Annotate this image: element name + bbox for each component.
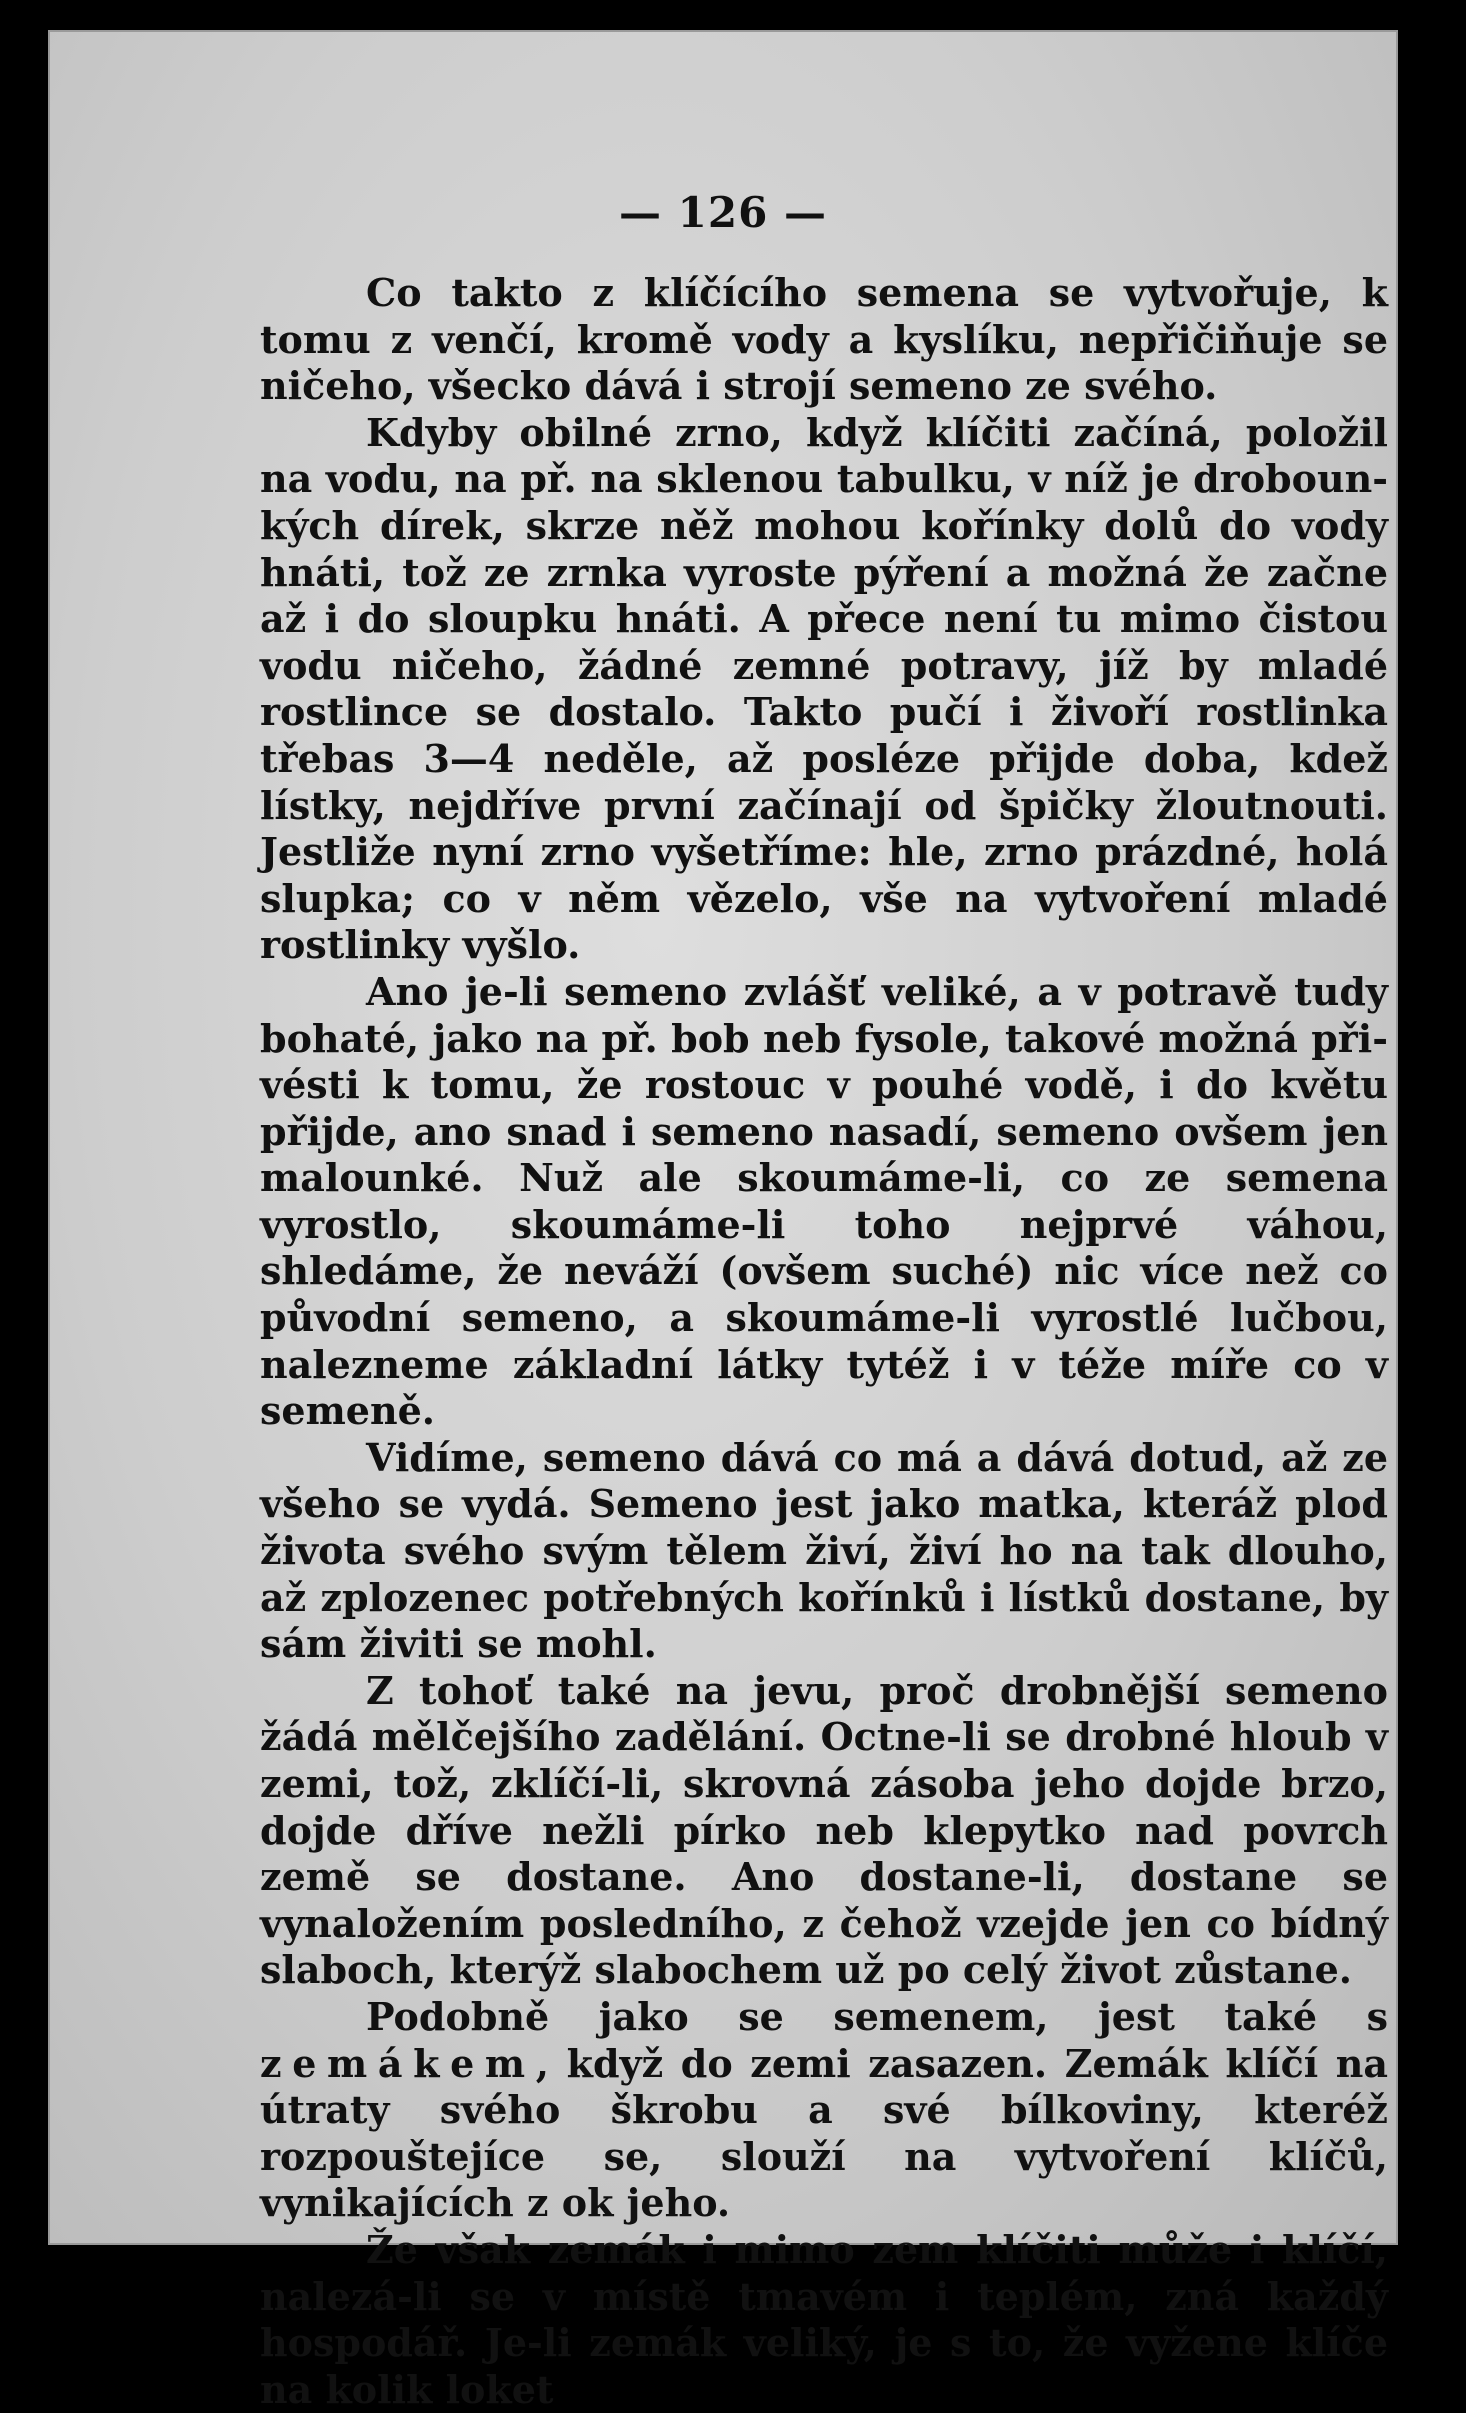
body-text: [260, 270, 1388, 2413]
paragraph-6-start: Podobně jako se semenem, jest také s: [366, 1993, 1388, 2039]
paragraph-6: [260, 1994, 1388, 2227]
emphasized-word: zemákem: [260, 2040, 536, 2086]
paragraph-3: Ano je-li semeno zvlášť veliké, a v potravě tudy bohaté, jako na př. bob neb fysole, takové možná přivésti k tomu, že rostouc v pouhé vodě, i do květu přijde, ano snad i semeno nasadí, semeno ovšem jen malounké. Nuž ale skoumáme-li, co ze semena vyrostlo, skoumáme-li toho nejprvé váhou, shledáme, že neváží (ovšem suché) nic více než co původní semeno, a skoumáme-li vyrostlé lučbou, nalezneme základní látky tytéž i v téže míře co v semeně.: [260, 968, 1388, 1434]
paragraph-2: Kdyby obilné zrno, když klíčiti začíná, položil na vodu, na př. na sklenou tabulku, v níž je drobounkých dírek, skrze něž mohou kořínky dolů do vody hnáti, tož ze zrnka vyroste pýření a možná že začne až i do sloupku hnáti. A přece není tu mimo čistou vodu ničeho, žádné zemné potravy, jíž by mladé rostlince se dostalo. Takto pučí i živoří rostlinka třebas 3—4 neděle, až posléze přijde doba, kdež lístky, nejdříve první začínají od špičky žloutnouti. Jestliže nyní zrno vyšetříme: hle, zrno prázdné, holá slupka; co v něm vězelo, vše na vytvoření mladé rostlinky vyšlo.: [260, 409, 1388, 968]
paragraph-6-end: , když do zemi zasazen. Zemák klíčí na útraty svého škrobu a své bílkoviny, kteréž rozpouštejíce se, slouží na vytvoření klíčů, vynikajících z ok jeho.: [260, 2040, 1388, 2226]
page-number: — 126 —: [619, 188, 827, 237]
paragraph-5: Z tohoť také na jevu, proč drobnější semeno žádá mělčejšího zadělání. Octne-li se drobné hloub v zemi, tož, zklíčí-li, skrovná zásoba jeho dojde brzo, dojde dříve nežli pírko neb klepytko nad povrch země se dostane. Ano dostane-li, dostane se vynaložením posledního, z čehož vzejde jen co bídný slaboch, kterýž slabochem už po celý život zůstane.: [260, 1667, 1388, 1993]
paragraph-4: Vidíme, semeno dává co má a dává dotud, až ze všeho se vydá. Semeno jest jako matka, kteráž plod života svého svým tělem živí, živí ho na tak dlouho, až zplozenec potřebných kořínků i lístků dostane, by sám živiti se mohl.: [260, 1434, 1388, 1667]
paragraph-7: Že však zemák i mimo zem klíčiti může i klíčí, nalezá-li se v místě tmavém i teplém, zná každý hospodář. Je-li zemák veliký, je s to, že vyžene klíče na kolik loket: [260, 2226, 1388, 2412]
book-page: [48, 30, 1398, 2412]
paragraph-1: Co takto z klíčícího semena se vytvořuje, k tomu z venčí, kromě vody a kyslíku, nepřičiňuje se ničeho, všecko dává i strojí semeno ze svého.: [260, 270, 1388, 409]
